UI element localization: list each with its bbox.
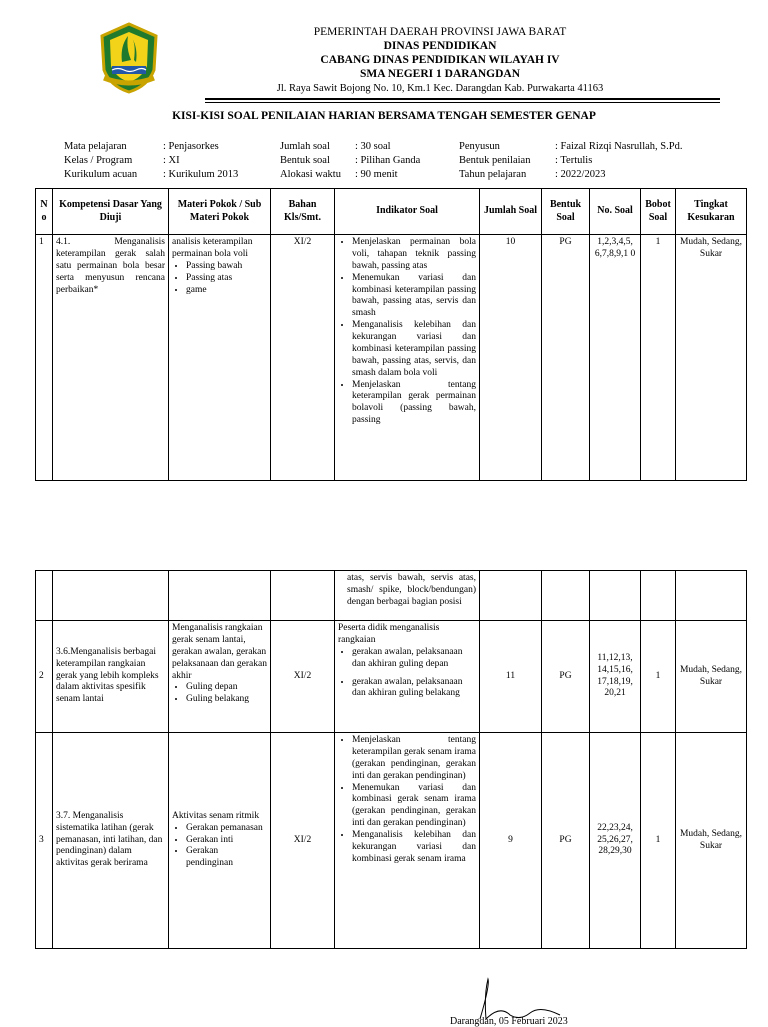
row2-materi	[169, 621, 271, 733]
list-item: • Menganalisis kelebihan dan kekurangan variasi dan kombinasi gerak senam irama	[352, 830, 476, 866]
row2-nosoal: 11,12,13, 14,15,16, 17,18,19, 20,21	[590, 621, 641, 733]
meta-kurikulum-value: : Kurikulum 2013	[163, 169, 239, 180]
empty-cell	[271, 571, 335, 621]
row1-bahan: XI/2	[271, 235, 335, 481]
empty-cell	[169, 571, 271, 621]
list-item: • gerakan awalan, pelaksanaan dan akhiran guling belakang	[352, 677, 476, 701]
row1-nosoal: 1,2,3,4,5, 6,7,8,9,1 0	[590, 235, 641, 481]
col-kd: Kompetensi Dasar Yang Diuji	[53, 189, 169, 235]
list-item: • Gerakan inti	[186, 835, 267, 847]
signature-place-date: Darangdan, 05 Februari 2023	[450, 1016, 568, 1027]
col-indikator: Indikator Soal	[335, 189, 480, 235]
provincial-logo-icon	[98, 22, 160, 94]
meta-kelas-label: Kelas / Program	[64, 155, 133, 166]
row1-jumlah: 10	[480, 235, 542, 481]
meta-jumlah-value: : 30 soal	[355, 141, 391, 152]
row3-bahan: XI/2	[271, 733, 335, 949]
empty-cell	[676, 571, 747, 621]
meta-mapel-label: Mata pelajaran	[64, 141, 127, 152]
meta-kurikulum-label: Kurikulum acuan	[64, 169, 138, 180]
header-school: SMA NEGERI 1 DARANGDAN	[359, 68, 521, 80]
row1-no: 1	[36, 235, 53, 481]
list-item: • Menjelaskan tentang keterampilan gerak senam irama (gerakan pendinginan, gerakan inti dan gerakan pendinginan)	[352, 735, 476, 783]
header-branch: CABANG DINAS PENDIDIKAN WILAYAH IV	[320, 54, 560, 66]
meta-penilaian-label: Bentuk penilaian	[459, 155, 531, 166]
list-item: • Guling belakang	[186, 694, 267, 706]
document-title: KISI-KISI SOAL PENILAIAN HARIAN BERSAMA TENGAH SEMESTER GENAP	[172, 110, 596, 122]
row1-bentuk: PG	[542, 235, 590, 481]
col-bobot: Bobot Soal	[641, 189, 676, 235]
row1-kd: 4.1. Menganalisis keterampilan gerak salah satu permainan bola besar serta menyusun rencana perbaikan*	[53, 235, 169, 481]
list-item: • gerakan awalan, pelaksanaan dan akhiran guling depan	[352, 647, 476, 671]
list-item: • Gerakan pendinginan	[186, 846, 267, 870]
header-government: PEMERINTAH DAERAH PROVINSI JAWA BARAT	[313, 26, 567, 38]
list-item: • Menemukan variasi dan kombinasi gerak senam irama (gerakan pendinginan, gerakan inti dan gerakan pendinginan)	[352, 783, 476, 831]
meta-mapel-value: : Penjasorkes	[163, 141, 219, 152]
list-item: • Menemukan variasi dan kombinasi keterampilan passing bawah, passing atas, servis dan smash	[352, 273, 476, 321]
row1-indikator	[335, 235, 480, 481]
empty-cell	[641, 571, 676, 621]
empty-cell	[480, 571, 542, 621]
meta-kelas-value: : XI	[163, 155, 180, 166]
row3-jumlah: 9	[480, 733, 542, 949]
header-address: Jl. Raya Sawit Bojong No. 10, Km.1 Kec. Darangdan Kab. Purwakarta 41163	[276, 83, 604, 94]
row1-tingkat: Mudah, Sedang, Sukar	[676, 235, 747, 481]
meta-alokasi-value: : 90 menit	[355, 169, 398, 180]
col-bahan: Bahan Kls/Smt.	[271, 189, 335, 235]
header-office: DINAS PENDIDIKAN	[383, 40, 497, 52]
row2-tingkat: Mudah, Sedang, Sukar	[676, 621, 747, 733]
row1-indikator-continued: atas, servis bawah, servis atas, smash/ spike, block/bendungan) dengan berbagai bagian posisi	[335, 571, 480, 621]
meta-penyusun-label: Penyusun	[459, 141, 500, 152]
row2-bentuk: PG	[542, 621, 590, 733]
header-divider-thin	[205, 102, 720, 103]
col-bentuk: Bentuk Soal	[542, 189, 590, 235]
row3-bentuk: PG	[542, 733, 590, 949]
row3-bobot: 1	[641, 733, 676, 949]
grid-table-page-2	[35, 570, 747, 949]
row3-nosoal: 22,23,24, 25,26,27, 28,29,30	[590, 733, 641, 949]
row1-bobot: 1	[641, 235, 676, 481]
empty-cell	[542, 571, 590, 621]
row3-materi	[169, 733, 271, 949]
table-row	[36, 235, 747, 481]
meta-tahun-value: : 2022/2023	[555, 169, 606, 180]
meta-jumlah-label: Jumlah soal	[280, 141, 330, 152]
col-nosoal: No. Soal	[590, 189, 641, 235]
header-divider	[205, 98, 720, 100]
list-item: • Menjelaskan permainan bola voli, tahapan teknik passing bawah, passing atas	[352, 237, 476, 273]
list-item: • game	[186, 285, 267, 297]
grid-table-page-1	[35, 188, 747, 481]
row2-bahan: XI/2	[271, 621, 335, 733]
meta-bentuk-label: Bentuk soal	[280, 155, 330, 166]
row2-kd: 3.6.Menganalisis berbagai keterampilan rangkaian gerak yang lebih kompleks dalam aktivitas spesifik senam lantai	[53, 621, 169, 733]
row3-materi-intro: Aktivitas senam ritmik	[172, 810, 260, 821]
col-jumlah: Jumlah Soal	[480, 189, 542, 235]
empty-cell	[590, 571, 641, 621]
row3-tingkat: Mudah, Sedang, Sukar	[676, 733, 747, 949]
row1-materi-intro: analisis keterampilan permainan bola voli	[172, 237, 253, 259]
row2-no: 2	[36, 621, 53, 733]
col-no: N o	[36, 189, 53, 235]
list-item: • Menjelaskan tentang keterampilan gerak permainan bolavoli (passing bawah, passing	[352, 380, 476, 428]
meta-bentuk-value: : Pilihan Ganda	[355, 155, 421, 166]
table-row	[36, 621, 747, 733]
meta-tahun-label: Tahun pelajaran	[459, 169, 527, 180]
list-item: • Guling depan	[186, 682, 267, 694]
table-row	[36, 733, 747, 949]
empty-cell	[36, 571, 53, 621]
list-item: • Passing bawah	[186, 261, 267, 273]
row2-indikator	[335, 621, 480, 733]
meta-penilaian-value: : Tertulis	[555, 155, 593, 166]
meta-penyusun-value: : Faizal Rizqi Nasrullah, S.Pd.	[555, 141, 683, 152]
list-item: • Gerakan pemanasan	[186, 823, 267, 835]
row1-materi	[169, 235, 271, 481]
row3-kd: 3.7. Menganalisis sistematika latihan (gerak pemanasan, inti latihan, dan pendinginan) dalam aktivitas gerak berirama	[53, 733, 169, 949]
col-tingkat: Tingkat Kesukaran	[676, 189, 747, 235]
row2-bobot: 1	[641, 621, 676, 733]
row2-materi-intro: Menganalisis rangkaian gerak senam lantai, gerakan awalan, gerakan pelaksanaan dan gerakan akhir	[172, 623, 267, 681]
row3-indikator	[335, 733, 480, 949]
table-header-row	[36, 189, 747, 235]
list-item: • Menganalisis kelebihan dan kekurangan variasi dan kombinasi keterampilan passing bawah, passing atas, servis, dan smash dalam bola voli	[352, 320, 476, 379]
empty-cell	[53, 571, 169, 621]
table-row	[36, 571, 747, 621]
list-item: • Passing atas	[186, 273, 267, 285]
col-materi: Materi Pokok / Sub Materi Pokok	[169, 189, 271, 235]
meta-alokasi-label: Alokasi waktu	[280, 169, 341, 180]
row2-jumlah: 11	[480, 621, 542, 733]
row3-no: 3	[36, 733, 53, 949]
row2-indikator-intro: Peserta didik menganalisis rangkaian	[338, 623, 440, 645]
